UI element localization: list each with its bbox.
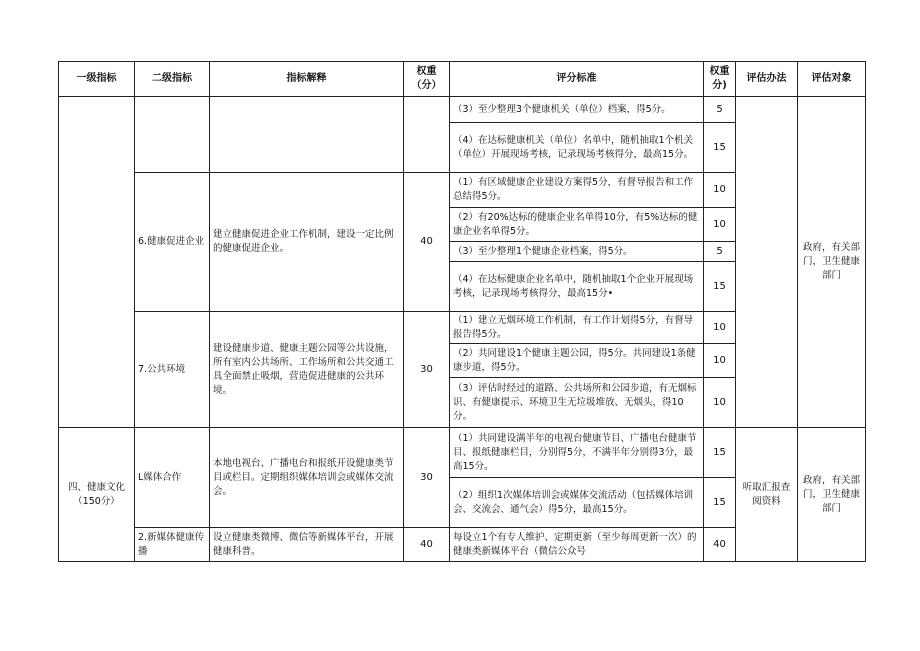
explanation-item6: 建立健康促进企业工作机制，建设一定比例的健康促进企业。	[210, 173, 404, 312]
header-weight: 权重（分）	[404, 62, 450, 97]
level1-section4: 四、健康文化（150分）	[59, 428, 135, 562]
explanation-cell-empty	[210, 97, 404, 173]
header-method: 评估办法	[736, 62, 798, 97]
weight-newmedia: 40	[404, 528, 450, 562]
header-target: 评估对象	[798, 62, 866, 97]
criterion-cell: （1）共同建设满半年的电视台健康节目、广播电台健康节目、报纸健康栏目，分别得5分，不满半年分别得3分，最高15分。	[450, 428, 704, 478]
target-cell: 政府，有关部门，卫生健康部门	[798, 97, 866, 428]
weight-item6: 40	[404, 173, 450, 312]
score-cell: 5	[704, 97, 736, 123]
level2-item6: 6.健康促进企业	[135, 173, 210, 312]
level2-newmedia: 2.新媒体健康传播	[135, 528, 210, 562]
criterion-cell: 每设立1个有专人维护、定期更新（至少每周更新一次）的健康类新媒体平台（微信公众号	[450, 528, 704, 562]
explanation-item7: 建设健康步道、健康主题公园等公共设施，所有室内公共场所、工作场所和公共交通工具全面禁止吸烟，营造促进健康的公共环境。	[210, 312, 404, 428]
level2-media: L媒体合作	[135, 428, 210, 528]
header-level2: 二级指标	[135, 62, 210, 97]
criterion-cell: （4）在达标健康机关（单位）名单中，随机抽取1个机关（单位）开展现场考核，记录现场考核得分，最高15分。	[450, 123, 704, 173]
criterion-cell: （2）有20%达标的健康企业名单得10分，有5%达标的健康企业名单得5分。	[450, 208, 704, 242]
score-cell: 10	[704, 378, 736, 428]
criterion-cell: （2）共同建设1个健康主题公园，得5分。共同建设1条健康步道，得5分。	[450, 344, 704, 378]
level2-item7: 7.公共环境	[135, 312, 210, 428]
header-explanation: 指标解释	[210, 62, 404, 97]
score-cell: 10	[704, 312, 736, 344]
table-row	[59, 97, 866, 123]
header-level1: 一级指标	[59, 62, 135, 97]
criterion-cell: （3）至少整理1个健康企业档案，得5分。	[450, 242, 704, 262]
criterion-cell: （1）建立无烟环境工作机制，有工作计划得5分，有督导报告得5分。	[450, 312, 704, 344]
criterion-cell: （3）至少整理3个健康机关（单位）档案，得5分。	[450, 97, 704, 123]
method-cell: 听取汇报查阅资料	[736, 428, 798, 562]
criterion-cell: （4）在达标健康企业名单中，随机抽取1个企业开展现场考核，记录现场考核得分，最高15分•	[450, 262, 704, 312]
weight-cell-empty	[404, 97, 450, 173]
score-cell: 10	[704, 208, 736, 242]
criterion-cell: （1）有区域健康企业建设方案得5分，有督导报告和工作总结得5分。	[450, 173, 704, 208]
table-row	[59, 428, 866, 478]
target-cell: 政府，有关部门，卫生健康部门	[798, 428, 866, 562]
weight-item7: 30	[404, 312, 450, 428]
explanation-newmedia: 设立健康类微博、微信等新媒体平台，开展健康科普。	[210, 528, 404, 562]
header-criteria: 评分标准	[450, 62, 704, 97]
score-cell: 40	[704, 528, 736, 562]
explanation-media: 本地电视台、广播电台和报纸开设健康类节目或栏目。定期组织媒体培训会或媒体交流会。	[210, 428, 404, 528]
header-score: 权重分)	[704, 62, 736, 97]
score-cell: 5	[704, 242, 736, 262]
score-cell: 10	[704, 173, 736, 208]
score-cell: 10	[704, 344, 736, 378]
weight-media: 30	[404, 428, 450, 528]
evaluation-table	[58, 61, 866, 562]
score-cell: 15	[704, 478, 736, 528]
criterion-cell: （2）组织1次媒体培训会或媒体交流活动（包括媒体培训会、交流会、通气会）得5分，最高15分。	[450, 478, 704, 528]
score-cell: 15	[704, 262, 736, 312]
level2-cell-empty	[135, 97, 210, 173]
header-row	[59, 62, 866, 97]
score-cell: 15	[704, 123, 736, 173]
level1-cell-empty	[59, 97, 135, 428]
criterion-cell: （3）评估时经过的道路、公共场所和公园步道，有无烟标识、有健康提示、环境卫生无垃圾堆放、无烟头，得10分。	[450, 378, 704, 428]
score-cell: 15	[704, 428, 736, 478]
method-cell-empty	[736, 97, 798, 428]
